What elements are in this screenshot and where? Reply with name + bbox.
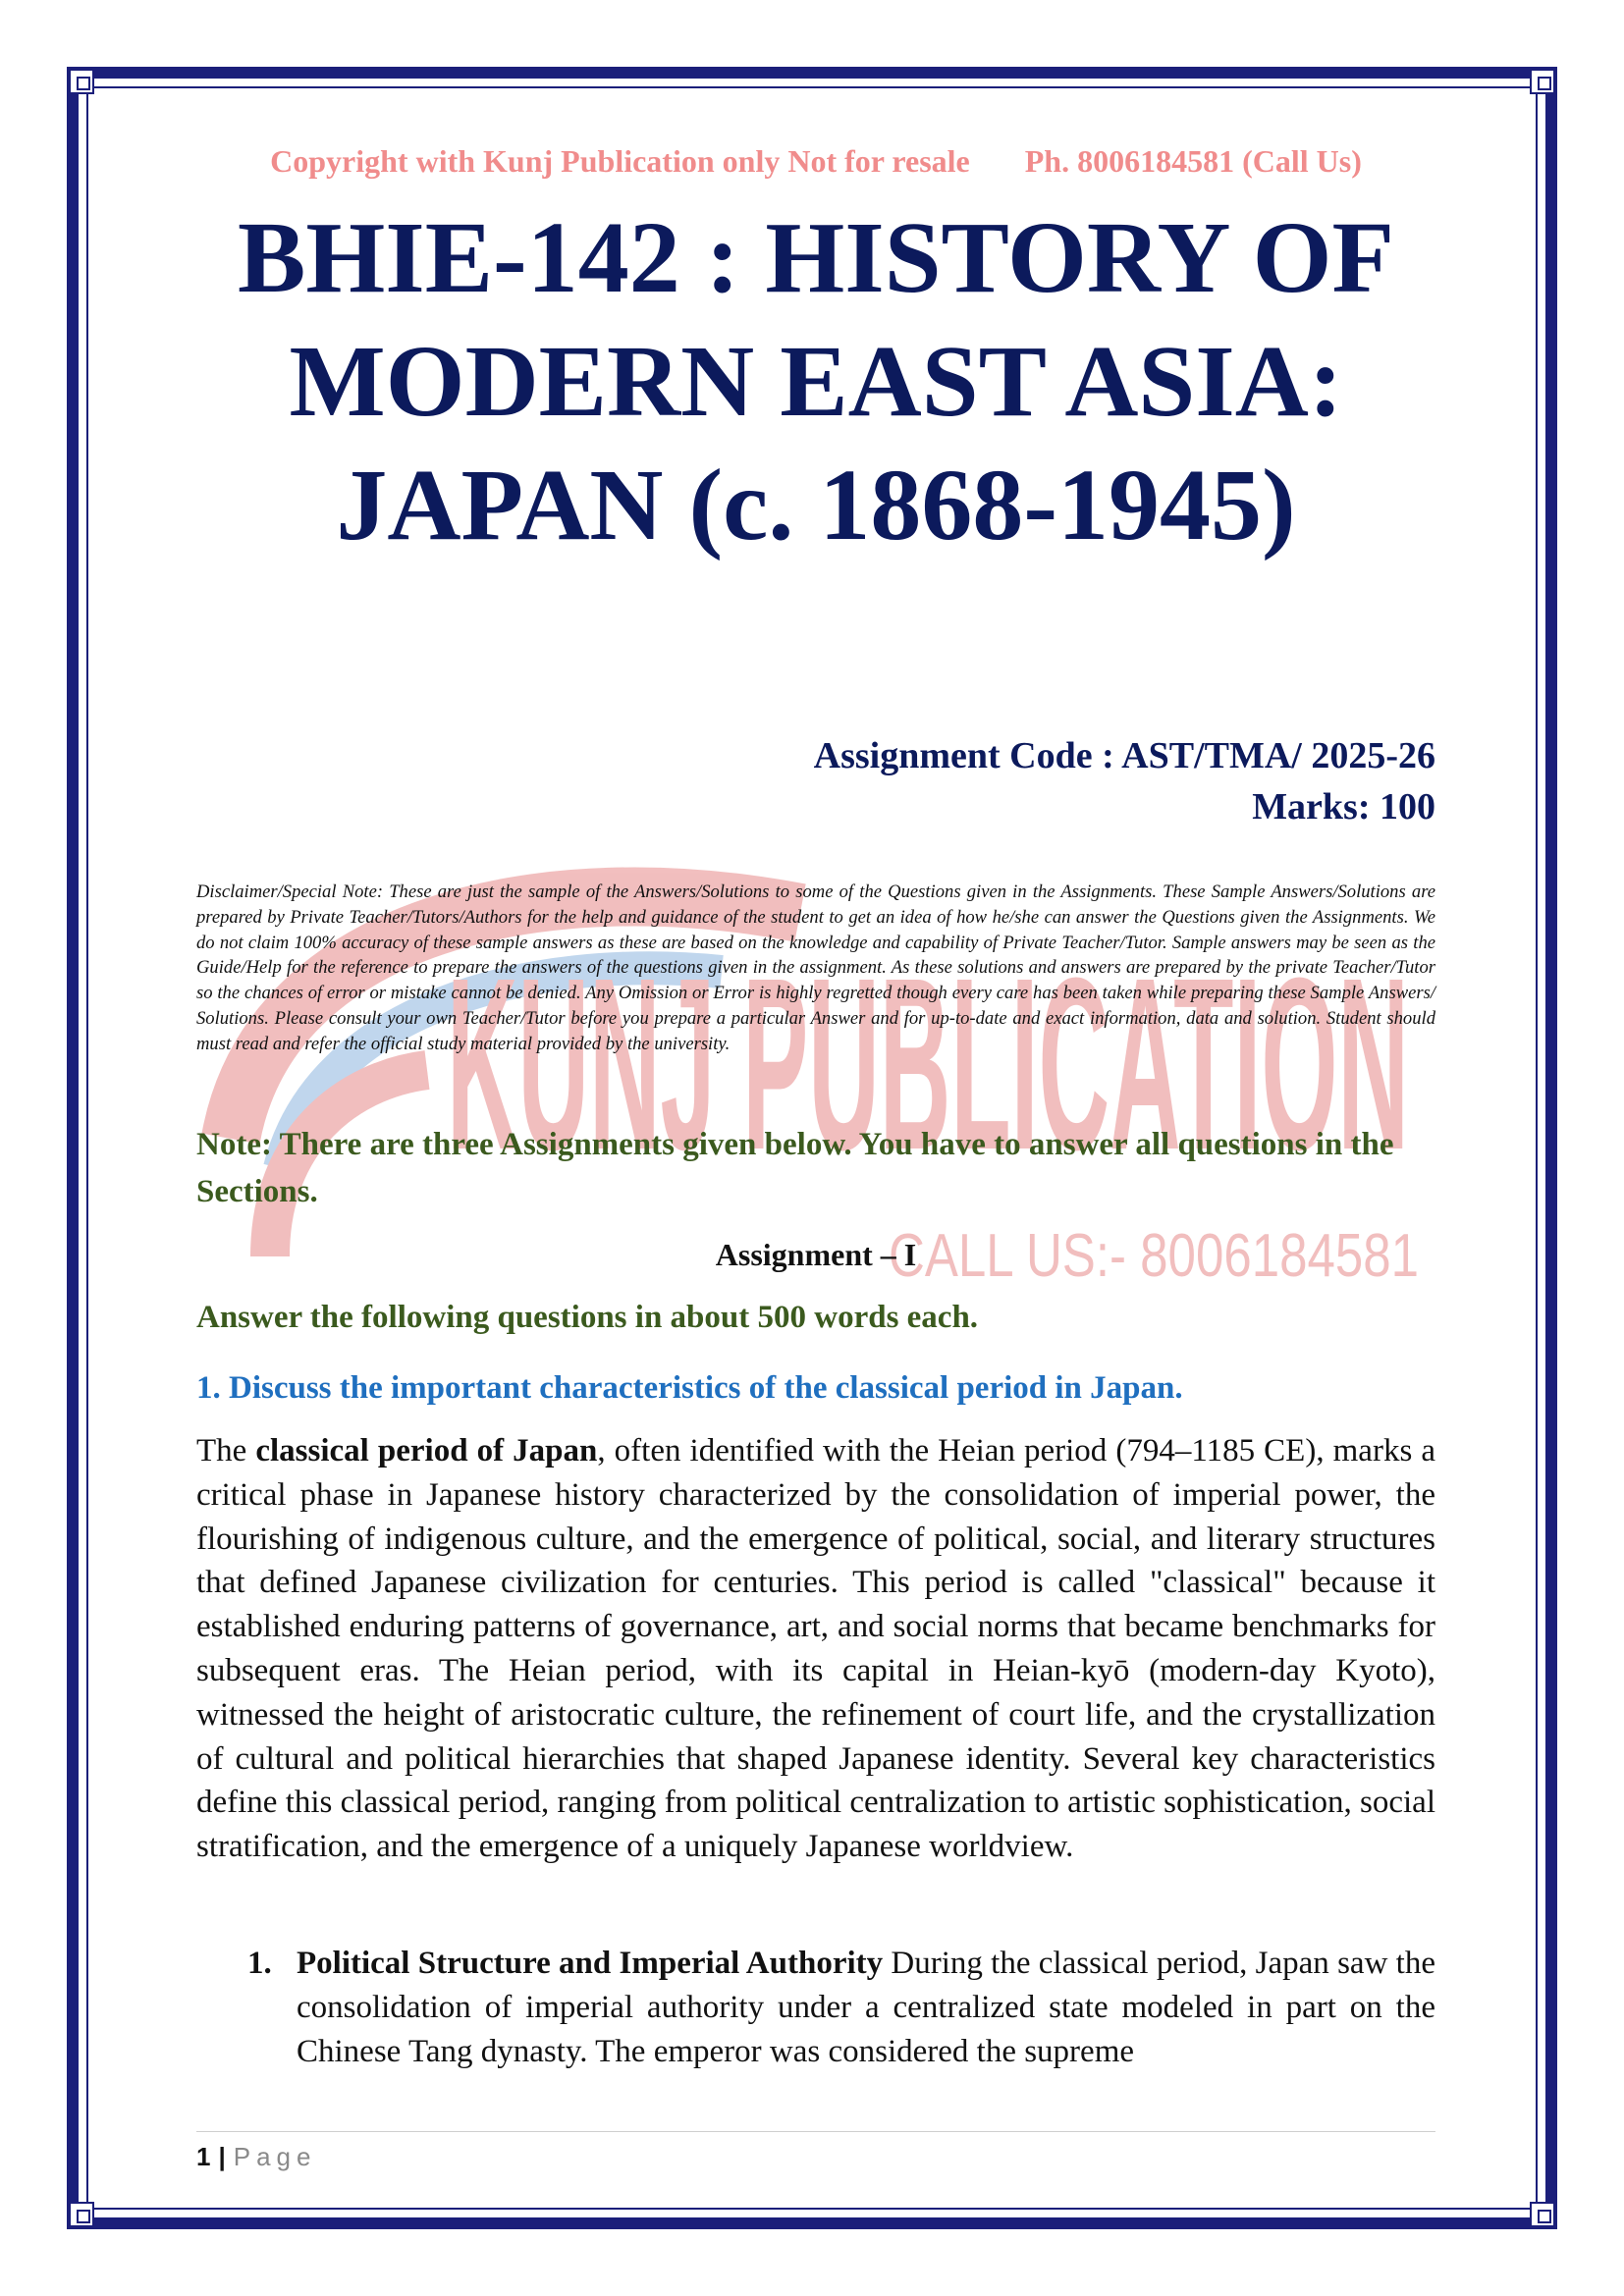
- footer-divider: [196, 2131, 1435, 2132]
- list-item-text: During the classical period, Japan saw the consolidation of imperial authority under a centralized state modeled in part on the Chinese Tang dynasty. The emperor was considered the supreme: [297, 1946, 1435, 2069]
- title-line-3: JAPAN (c. 1868-1945): [336, 449, 1296, 561]
- assignment-heading: Assignment – I: [715, 1237, 917, 1272]
- assignment-meta: [814, 730, 1435, 832]
- assignment-marks: Marks: 100: [1252, 786, 1435, 828]
- document-title: [196, 196, 1435, 567]
- list-item-body: [297, 1942, 1435, 2073]
- para-bold-term: classical period of Japan: [255, 1433, 598, 1468]
- watermark-brand: KUNJ PUBLICATION: [447, 927, 1409, 1201]
- copyright-notice: [196, 143, 1435, 180]
- copyright-text: Copyright with Kunj Publication only Not for resale: [270, 143, 970, 179]
- corner-ornament: [1530, 69, 1555, 94]
- list-item: [196, 1942, 1435, 2073]
- phone-text: Ph. 8006184581 (Call Us): [1024, 143, 1362, 179]
- disclaimer-text: Disclaimer/Special Note: These are just the sample of the Answers/Solutions to some of the Questions given in the Assignments. These Sample Answers/Solutions are prepared by Private Teacher/Tutors/Authors for the help and guidance of the student to get an idea of how he/she can answer the Questions given the Assignments. We do not claim 100% accuracy of these sample answers as these are based on the knowledge and capability of Private Teacher/Tutor. Sample answers may be seen as the Guide/Help for the reference to prepare the answers of the questions given in the assignment. As these solutions and answers are prepared by the private Teacher/Tutor so the chances of error or mistake cannot be denied. Any Omission or Error is highly regretted though every care has been taken while preparing these Sample Answers/ Solutions. Please consult your own Teacher/Tutor before you prepare a particular Answer and for up-to-date and exact information, data and solution. Student should must read and refer the official study material provided by the university.: [196, 881, 1435, 1054]
- para-lead: The: [196, 1433, 256, 1468]
- corner-ornament: [69, 2202, 94, 2227]
- footer-separator: |: [218, 2142, 226, 2171]
- title-line-2: MODERN EAST ASIA:: [289, 325, 1343, 438]
- question-1: 1. Discuss the important characteristics of the classical period in Japan.: [196, 1370, 1183, 1406]
- corner-ornament: [1530, 2202, 1555, 2227]
- title-line-1: BHIE-142 : HISTORY OF: [237, 201, 1395, 314]
- corner-ornament: [69, 69, 94, 94]
- watermark-call: CALL US:- 8006184581: [889, 1222, 1419, 1290]
- para-body: , often identified with the Heian period (794–1185 CE), marks a critical phase in Japanese history characterized by the consolidation of imperial power, the flourishing of indigenous culture, and the emergence of political, social, and literary structures that defined Japanese civilization for centuries. This period is called "classical" because it established enduring patterns of governance, art, and social norms that became benchmarks for subsequent eras. The Heian period, with its capital in Heian-kyō (modern-day Kyoto), witnessed the height of aristocratic culture, the refinement of court life, and the crystallization of cultural and political hierarchies that shaped Japanese identity. Several key characteristics define this classical period, ranging from political centralization to artistic sophistication, social stratification, and the emergence of a uniquely Japanese worldview.: [196, 1433, 1435, 1865]
- page-number: 1: [196, 2142, 211, 2171]
- list-item-number: 1.: [247, 1946, 272, 1981]
- page-label: Page: [233, 2142, 317, 2171]
- assignment-note: Note: There are three Assignments given below. You have to answer all questions in the Sections.: [196, 1127, 1394, 1209]
- list-item-heading: Political Structure and Imperial Authority: [297, 1946, 884, 1981]
- answer-instruction: Answer the following questions in about 500 words each.: [196, 1300, 979, 1335]
- page-footer: [196, 2142, 316, 2172]
- answer-paragraph: [196, 1429, 1435, 1869]
- assignment-code: Assignment Code : AST/TMA/ 2025-26: [813, 735, 1435, 776]
